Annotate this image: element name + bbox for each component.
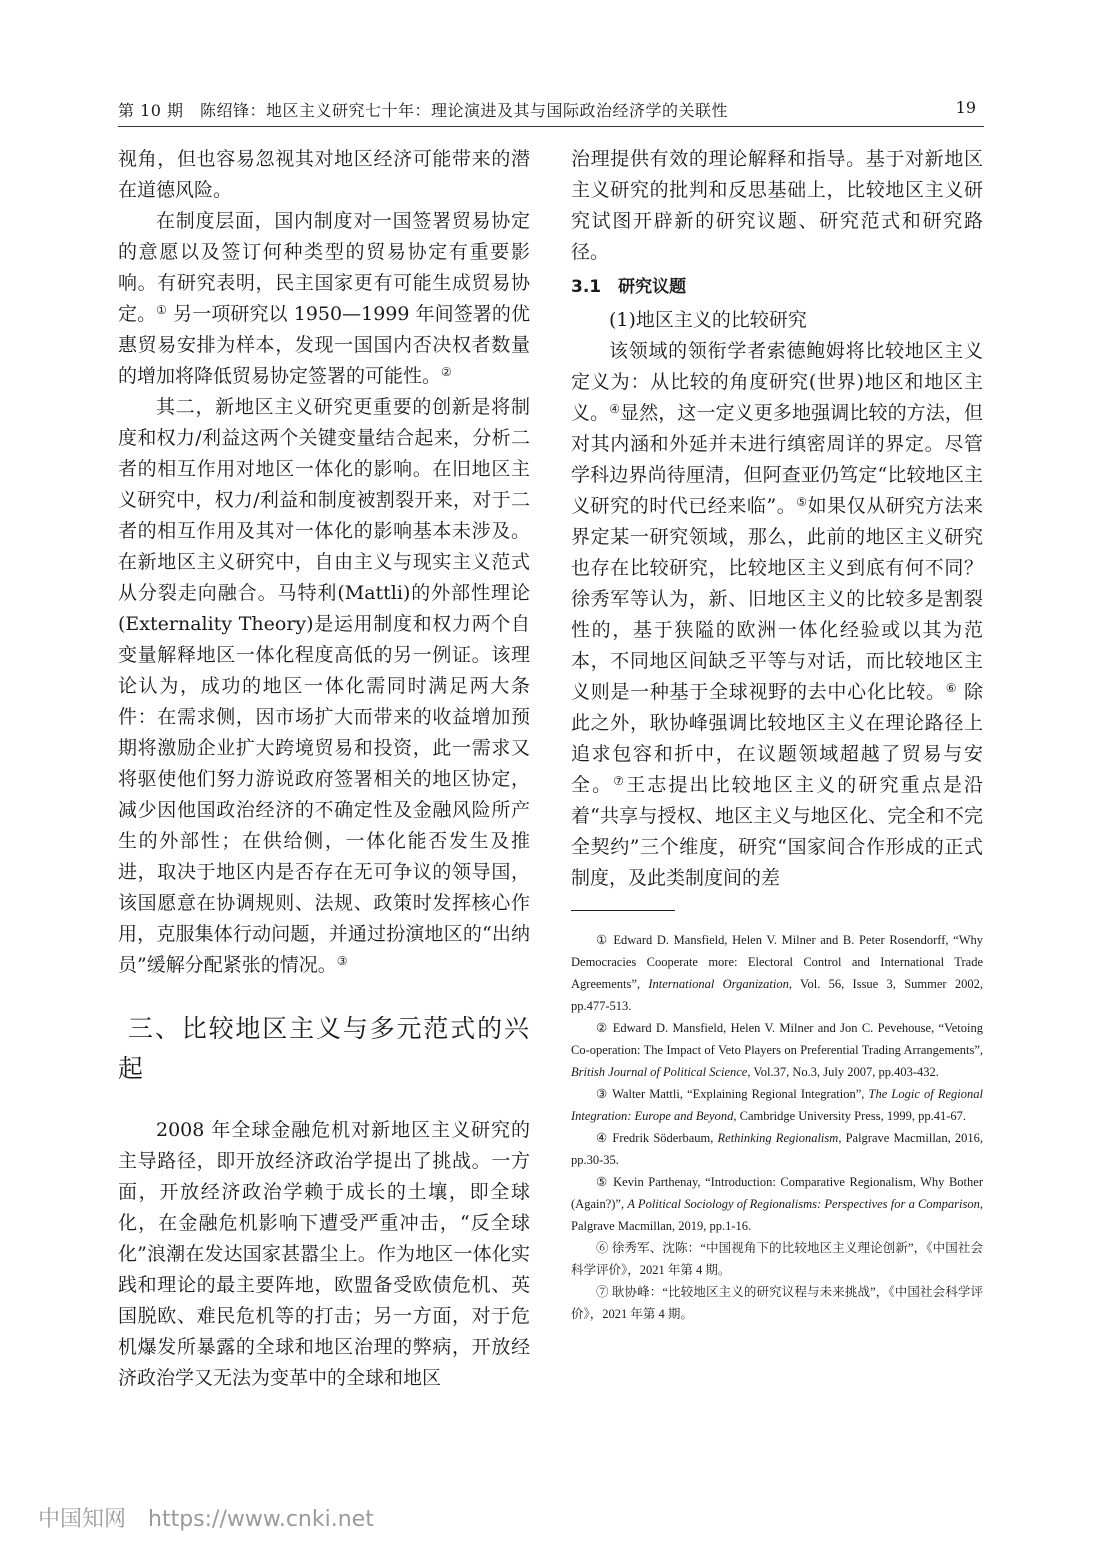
right-column [571, 144, 983, 1325]
footnote-ref[interactable]: ⑤ [796, 495, 808, 509]
section-heading: 三、比较地区主义与多元范式的兴起 [118, 1014, 530, 1083]
subsubsection-heading: (1)地区主义的比较研究 [609, 309, 807, 331]
footnote: ② Edward D. Mansfield, Helen V. Milner and Jon C. Pevehouse, “Vetoing Co-operation: The Impact of Veto Players on Preferential Trading Arrangements”, British Journal of Political Science, Vol.37, No.3, July 2007, pp.403-432. [571, 1021, 983, 1079]
cnki-watermark [38, 1502, 374, 1533]
paragraph: 在制度层面，国内制度对一国签署贸易协定的意愿以及签订何种类型的贸易协定有重要影响。有研究表明，民主国家更有可能生成贸易协定。① 另一项研究以 1950—1999 年间签署的优惠贸易安排为样本，发现一国国内否决权者数量的增加将降低贸易协定签署的可能性。② [118, 210, 530, 387]
footnote-ref[interactable]: ④ [609, 402, 621, 416]
paragraph: 其二，新地区主义研究更重要的创新是将制度和权力/利益这两个关键变量结合起来，分析二者的相互作用对地区一体化的影响。在旧地区主义研究中，权力/利益和制度被割裂开来，对于二者的相互作用及其对一体化的影响基本未涉及。在新地区主义研究中，自由主义与现实主义范式从分裂走向融合。马特利(Mattli)的外部性理论(Externality Theory)是运用制度和权力两个自变量解释地区一体化程度高低的另一例证。该理论认为，成功的地区一体化需同时满足两大条件：在需求侧，因市场扩大而带来的收益增加预期将激励企业扩大跨境贸易和投资，此一需求又将驱使他们努力游说政府签署相关的地区协定，减少因他国政治经济的不确定性及金融风险所产生的外部性；在供给侧，一体化能否发生及推进，取决于地区内是否存在无可争议的领导国，该国愿意在协调规则、法规、政策时发挥核心作用，克服集体行动问题，并通过扮演地区的“出纳员”缓解分配紧张的情况。③ [118, 396, 530, 976]
cnki-logo-text: 中国知网 [38, 1507, 127, 1532]
footnote-ref[interactable]: ⑥ [945, 681, 958, 695]
footnote-ref[interactable]: ⑦ [613, 774, 627, 788]
paragraph: 2008 年全球金融危机对新地区主义研究的主导路径，即开放经济政治学提出了挑战。一方面，开放经济政治学赖于成长的土壤，即全球化，在金融危机影响下遭受严重冲击，“反全球化”浪潮在发达国家甚嚣尘上。作为地区一体化实践和理论的最主要阵地，欧盟备受欧债危机、英国脱欧、难民危机等的打击；另一方面，对于危机爆发所暴露的全球和地区治理的弊病，开放经济政治学又无法为变革中的全球和地区 [118, 1119, 530, 1389]
left-column [118, 144, 530, 1394]
footnote: ⑤ Kevin Parthenay, “Introduction: Comparative Regionalism, Why Bother (Again?)”, A Political Sociology of Regionalisms: Perspectives for a Comparison, Palgrave Macmillan, 2019, pp.1-16. [571, 1175, 983, 1233]
header-title: 第 10 期 陈绍锋：地区主义研究七十年：理论演进及其与国际政治经济学的关联性 [118, 101, 729, 120]
footnote: ③ Walter Mattli, “Explaining Regional Integration”, The Logic of Regional Integration: Europe and Beyond, Cambridge University Press, 1999, pp.41-67. [571, 1087, 983, 1123]
footnote-ref[interactable]: ② [441, 365, 452, 379]
paragraph: 该领域的领衔学者索德鲍姆将比较地区主义定义为：从比较的角度研究(世界)地区和地区主义。④显然，这一定义更多地强调比较的方法，但对其内涵和外延并未进行缜密周详的界定。尽管学科边界尚待厘清，但阿查亚仍笃定“比较地区主义研究的时代已经来临”。⑤如果仅从研究方法来界定某一研究领域，那么，此前的地区主义研究也存在比较研究，比较地区主义到底有何不同？徐秀军等认为，新、旧地区主义的比较多是割裂性的，基于狭隘的欧洲一体化经验或以其为范本，不同地区间缺乏平等与对话，而比较地区主义则是一种基于全球视野的去中心化比较。⑥ 除此之外，耿协峰强调比较地区主义在理论路径上追求包容和折中，在议题领域超越了贸易与安全。⑦王志提出比较地区主义的研究重点是沿着“共享与授权、地区主义与地区化、完全和不完全契约”三个维度，研究“国家间合作形成的正式制度，及此类制度间的差 [571, 340, 983, 889]
running-header [118, 96, 984, 127]
page-number: 19 [955, 98, 976, 117]
paragraph: 治理提供有效的理论解释和指导。基于对新地区主义研究的批判和反思基础上，比较地区主义研究试图开辟新的研究议题、研究范式和研究路径。 [571, 148, 983, 263]
footnote-ref[interactable]: ③ [336, 954, 348, 968]
footnote: ④ Fredrik Söderbaum, Rethinking Regionalism, Palgrave Macmillan, 2016, pp.30-35. [571, 1131, 983, 1167]
footnote: ⑦ 耿协峰：“比较地区主义的研究议程与未来挑战”，《中国社会科学评价》，2021 年第 4 期。 [571, 1285, 983, 1321]
cnki-url[interactable]: https://www.cnki.net [148, 1507, 374, 1532]
footnotes [571, 929, 983, 1325]
footnote-divider [571, 910, 675, 911]
footnote-ref[interactable]: ① [156, 303, 168, 317]
footnote: ⑥ 徐秀军、沈陈：“中国视角下的比较地区主义理论创新”，《中国社会科学评价》，2021 年第 4 期。 [571, 1241, 983, 1277]
subsection-heading: 3.1 研究议题 [571, 277, 687, 297]
footnote: ① Edward D. Mansfield, Helen V. Milner and B. Peter Rosendorff, “Why Democracies Cooperate more: Electoral Control and International Trade Agreements”, International Organization, Vol. 56, Issue 3, Summer 2002, pp.477-513. [571, 933, 983, 1013]
paragraph: 视角，但也容易忽视其对地区经济可能带来的潜在道德风险。 [118, 148, 530, 201]
